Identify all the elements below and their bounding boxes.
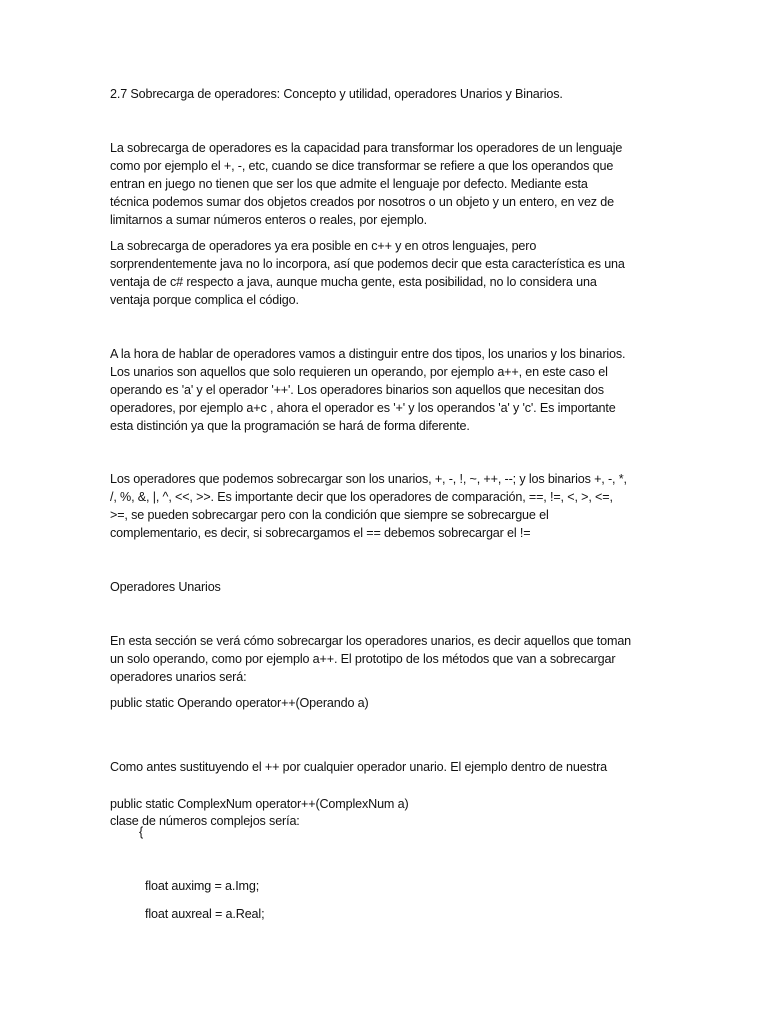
paragraph-line: operando es 'a' y el operador '++'. Los operadores binarios son aquellos que necesitan dos: [110, 383, 604, 397]
unary-operators-paragraph: [110, 632, 658, 686]
code-open-brace: {: [139, 825, 144, 839]
code-signature: public static ComplexNum operator++(ComplexNum a): [110, 797, 409, 811]
paragraph-line: /, %, &, |, ^, <<, >>. Es importante decir que los operadores de comparación, ==, !=, <, >, <=,: [110, 490, 613, 504]
paragraph-line: entran en juego no tienen que ser los que admite el lenguaje por defecto. Mediante esta: [110, 177, 588, 191]
paragraph-line: ventaja de c# respecto a java, aunque mucha gente, esta posibilidad, no lo considera una: [110, 275, 597, 289]
paragraph-line: ventaja porque complica el código.: [110, 293, 299, 307]
intro-paragraph-1: [110, 139, 658, 229]
unary-operators-subheading: [110, 578, 658, 596]
paragraph-line: complementario, es decir, si sobrecargamos el == debemos sobrecargar el !=: [110, 526, 531, 540]
intro-paragraph-2: [110, 237, 658, 309]
paragraph-line: operadores, por ejemplo a+c , ahora el operador es '+' y los operandos 'a' y 'c'. Es importante: [110, 401, 616, 415]
paragraph-line: técnica podemos sumar dos objetos creados por nosotros o un objeto y un entero, en vez de: [110, 195, 615, 209]
prototype-line: [110, 694, 658, 712]
example-intro-paragraph: [110, 722, 658, 866]
paragraph-line: operadores unarios será:: [110, 670, 247, 684]
paragraph-line: esta distinción ya que la programación se hará de forma diferente.: [110, 419, 470, 433]
section-heading: [110, 85, 658, 103]
code-line-auximg: float auximg = a.Img;: [145, 879, 260, 893]
paragraph-line: Como antes sustituyendo el ++ por cualquier operador unario. El ejemplo dentro de nuestra: [110, 760, 608, 774]
paragraph-line: sorprendentemente java no lo incorpora, así que podemos decir que esta característica es una: [110, 257, 625, 271]
operator-types-paragraph: [110, 345, 658, 435]
paragraph-line: limitarnos a sumar números enteros o reales, por ejemplo.: [110, 213, 427, 227]
paragraph-line: Los unarios son aquellos que solo requieren un operando, por ejemplo a++, en este caso el: [110, 365, 608, 379]
paragraph-line: clase de números complejos sería:: [110, 814, 300, 828]
paragraph-line: como por ejemplo el +, -, etc, cuando se dice transformar se refiere a que los operandos que: [110, 159, 614, 173]
paragraph-line: A la hora de hablar de operadores vamos a distinguir entre dos tipos, los unarios y los binarios.: [110, 347, 626, 361]
prototype-text: public static Operando operator++(Operando a): [110, 696, 369, 710]
paragraph-line: Los operadores que podemos sobrecargar son los unarios, +, -, !, ~, ++, --; y los binarios +, -, *,: [110, 472, 627, 486]
code-line-auxreal: float auxreal = a.Real;: [145, 907, 265, 921]
section-heading-text: 2.7 Sobrecarga de operadores: Concepto y utilidad, operadores Unarios y Binarios.: [110, 87, 563, 101]
paragraph-line: un solo operando, como por ejemplo a++. El prototipo de los métodos que van a sobrecargar: [110, 652, 616, 666]
paragraph-line: La sobrecarga de operadores es la capacidad para transformar los operadores de un lenguaje: [110, 141, 623, 155]
overloadable-operators-paragraph: [110, 470, 658, 542]
paragraph-line: En esta sección se verá cómo sobrecargar los operadores unarios, es decir aquellos que toman: [110, 634, 632, 648]
subheading-text: Operadores Unarios: [110, 580, 221, 594]
paragraph-line: >=, se pueden sobrecargar pero con la condición que siempre se sobrecargue el: [110, 508, 549, 522]
paragraph-line: La sobrecarga de operadores ya era posible en c++ y en otros lenguajes, pero: [110, 239, 537, 253]
